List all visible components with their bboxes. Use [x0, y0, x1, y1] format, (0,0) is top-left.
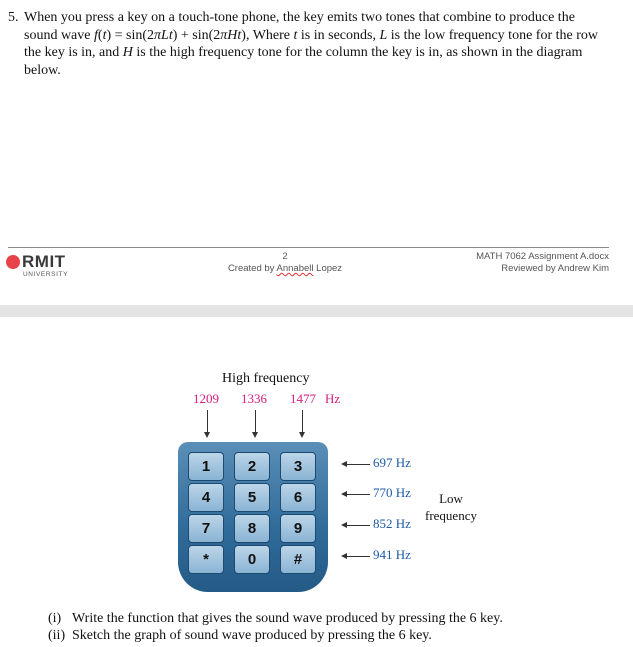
footer-divider — [8, 247, 609, 248]
logo-dot-icon — [6, 255, 20, 269]
reviewed-by: Reviewed by Andrew Kim — [501, 263, 609, 274]
key-8: 8 — [234, 514, 270, 543]
arrow-left-icon — [346, 494, 370, 495]
question-5 — [8, 9, 608, 79]
key-7: 7 — [188, 514, 224, 543]
key-star: * — [188, 545, 224, 574]
arrow-left-icon — [346, 525, 370, 526]
low-freq-697: 697 Hz — [346, 455, 411, 471]
arrow-down-icon — [302, 410, 303, 433]
logo-subtitle: UNIVERSITY — [23, 271, 69, 278]
keypad — [178, 442, 328, 592]
key-6: 6 — [280, 483, 316, 512]
key-1: 1 — [188, 452, 224, 481]
high-freq-1477: 1477 — [290, 391, 316, 406]
low-freq-770: 770 Hz — [346, 485, 411, 501]
doc-name: MATH 7062 Assignment A.docx — [476, 251, 609, 262]
high-frequency-title: High frequency — [222, 371, 310, 386]
key-0: 0 — [234, 545, 270, 574]
key-3: 3 — [280, 452, 316, 481]
key-2: 2 — [234, 452, 270, 481]
key-9: 9 — [280, 514, 316, 543]
low-freq-852: 852 Hz — [346, 516, 411, 532]
low-frequency-label: Low frequency — [425, 491, 477, 523]
arrow-left-icon — [346, 464, 370, 465]
page-break — [0, 305, 633, 317]
arrow-down-icon — [255, 410, 256, 433]
key-5: 5 — [234, 483, 270, 512]
created-by: Created by Annabell Lopez — [227, 263, 343, 274]
high-freq-unit: Hz — [325, 391, 341, 406]
logo-name: RMIT — [22, 252, 66, 271]
high-freq-1209: 1209 — [193, 391, 219, 406]
question-text: When you press a key on a touch-tone phone, the key emits two tones that combine to produce the sound wave f(t) = sin(2πLt) + sin(2πHt), Where t is in seconds, L is the low frequency tone for the row the key is in, and H is the high frequency tone for the column the key is in, as shown in the diagram below. — [24, 10, 598, 78]
key-4: 4 — [188, 483, 224, 512]
arrow-down-icon — [207, 410, 208, 433]
page-number: 2 — [282, 251, 288, 262]
key-hash: # — [280, 545, 316, 574]
high-freq-1336: 1336 — [241, 391, 267, 406]
question-number: 5. — [8, 10, 19, 25]
low-freq-941: 941 Hz — [346, 547, 411, 563]
arrow-left-icon — [346, 556, 370, 557]
